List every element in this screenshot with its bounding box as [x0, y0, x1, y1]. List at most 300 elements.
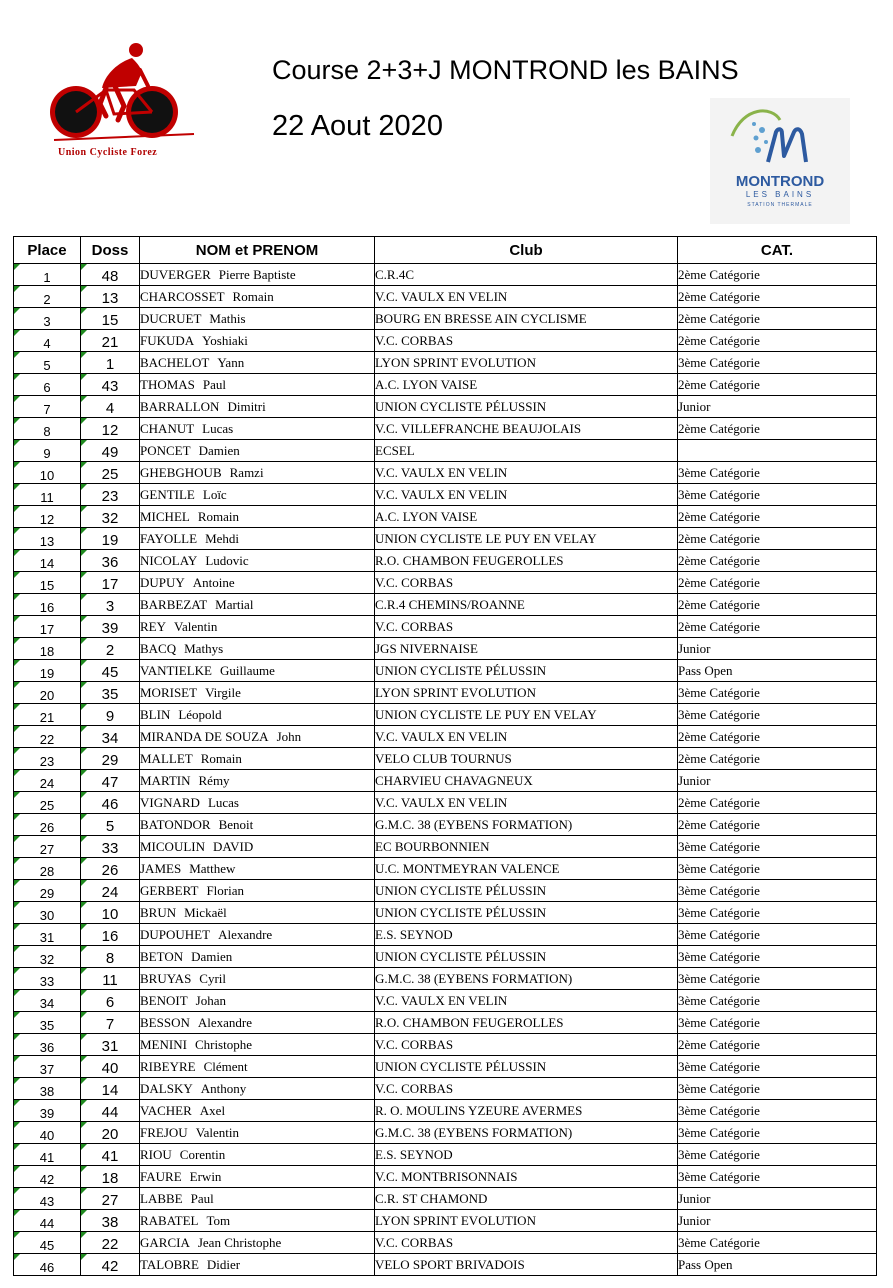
category-cell: 2ème Catégorie: [678, 594, 877, 616]
bib-number-cell: 40: [81, 1056, 140, 1078]
rider-name-cell: [140, 924, 375, 946]
table-row: [14, 396, 877, 418]
results-table: [13, 236, 877, 1276]
category-cell: 3ème Catégorie: [678, 1056, 877, 1078]
place-cell: 13: [14, 528, 81, 550]
place-cell: 11: [14, 484, 81, 506]
rider-first-name: Benoit: [218, 816, 254, 832]
bib-number-cell: 41: [81, 1144, 140, 1166]
place-cell: 6: [14, 374, 81, 396]
rider-first-name: Jean Christophe: [197, 1234, 282, 1250]
table-row: [14, 1166, 877, 1188]
rider-name-cell: [140, 682, 375, 704]
rider-name-cell: [140, 814, 375, 836]
header-name: NOM et PRENOM: [140, 237, 375, 264]
race-title: Course 2+3+J MONTROND les BAINS: [272, 55, 739, 85]
table-row: [14, 924, 877, 946]
rider-name-cell: [140, 968, 375, 990]
rider-name-cell: [140, 770, 375, 792]
cyclist-logo-graphic: [44, 40, 204, 150]
club-cell: V.C. MONTBRISONNAIS: [375, 1166, 678, 1188]
rider-first-name: Dimitri: [227, 398, 266, 414]
category-cell: 3ème Catégorie: [678, 858, 877, 880]
club-cell: CHARVIEU CHAVAGNEUX: [375, 770, 678, 792]
table-row: [14, 418, 877, 440]
rider-last-name: PONCET: [140, 442, 191, 458]
bib-number-cell: 7: [81, 1012, 140, 1034]
rider-last-name: BARRALLON: [140, 398, 220, 414]
rider-last-name: MICHEL: [140, 508, 190, 524]
category-cell: 3ème Catégorie: [678, 682, 877, 704]
rider-first-name: Paul: [202, 376, 227, 392]
table-row: [14, 572, 877, 594]
category-cell: 2ème Catégorie: [678, 264, 877, 286]
bib-number-cell: 16: [81, 924, 140, 946]
rider-last-name: BESSON: [140, 1014, 190, 1030]
place-cell: 32: [14, 946, 81, 968]
rider-first-name: Romain: [197, 508, 240, 524]
rider-name-cell: [140, 374, 375, 396]
rider-last-name: FAYOLLE: [140, 530, 198, 546]
rider-first-name: Romain: [200, 750, 242, 766]
bib-number-cell: 14: [81, 1078, 140, 1100]
rider-name-cell: [140, 506, 375, 528]
bib-number-cell: 18: [81, 1166, 140, 1188]
rider-name-cell: [140, 990, 375, 1012]
table-row: [14, 462, 877, 484]
category-cell: 3ème Catégorie: [678, 836, 877, 858]
table-row: [14, 946, 877, 968]
rider-name-cell: [140, 594, 375, 616]
place-cell: 21: [14, 704, 81, 726]
rider-last-name: FUKUDA: [140, 332, 195, 348]
rider-last-name: GHEBGHOUB: [140, 464, 222, 480]
club-cell: BOURG EN BRESSE AIN CYCLISME: [375, 308, 678, 330]
place-cell: 7: [14, 396, 81, 418]
rider-name-cell: [140, 1100, 375, 1122]
rider-first-name: Cyril: [199, 970, 227, 986]
bib-number-cell: 32: [81, 506, 140, 528]
club-cell: UNION CYCLISTE PÉLUSSIN: [375, 396, 678, 418]
category-cell: Junior: [678, 1210, 877, 1232]
club-logo-text: Union Cycliste Forez: [58, 147, 158, 158]
rider-last-name: MARTIN: [140, 772, 191, 788]
place-cell: 9: [14, 440, 81, 462]
rider-name-cell: [140, 462, 375, 484]
club-cell: UNION CYCLISTE PÉLUSSIN: [375, 1056, 678, 1078]
rider-first-name: Virgile: [205, 684, 241, 700]
club-cell: V.C. VAULX EN VELIN: [375, 484, 678, 506]
club-cell: V.C. VAULX EN VELIN: [375, 792, 678, 814]
category-cell: 2ème Catégorie: [678, 506, 877, 528]
rider-name-cell: [140, 418, 375, 440]
club-cell: V.C. VILLEFRANCHE BEAUJOLAIS: [375, 418, 678, 440]
rider-name-cell: [140, 858, 375, 880]
club-cell: JGS NIVERNAISE: [375, 638, 678, 660]
rider-name-cell: [140, 1078, 375, 1100]
club-cell: R.O. CHAMBON FEUGEROLLES: [375, 1012, 678, 1034]
place-cell: 3: [14, 308, 81, 330]
club-cell: V.C. VAULX EN VELIN: [375, 286, 678, 308]
rider-first-name: Rémy: [198, 772, 230, 788]
category-cell: 3ème Catégorie: [678, 1166, 877, 1188]
table-row: [14, 1056, 877, 1078]
club-cell: A.C. LYON VAISE: [375, 374, 678, 396]
table-row: [14, 1254, 877, 1276]
bib-number-cell: 36: [81, 550, 140, 572]
category-cell: Junior: [678, 396, 877, 418]
rider-last-name: DUPUY: [140, 574, 185, 590]
place-cell: 38: [14, 1078, 81, 1100]
club-cell: U.C. MONTMEYRAN VALENCE: [375, 858, 678, 880]
rider-last-name: LABBE: [140, 1190, 183, 1206]
rider-name-cell: [140, 308, 375, 330]
table-row: [14, 506, 877, 528]
rider-last-name: BACHELOT: [140, 354, 210, 370]
town-logo-name: MONTROND: [735, 173, 825, 190]
category-cell: 2ème Catégorie: [678, 528, 877, 550]
place-cell: 42: [14, 1166, 81, 1188]
rider-name-cell: [140, 352, 375, 374]
rider-last-name: GERBERT: [140, 882, 199, 898]
place-cell: 16: [14, 594, 81, 616]
place-cell: 36: [14, 1034, 81, 1056]
bib-number-cell: 45: [81, 660, 140, 682]
bib-number-cell: 39: [81, 616, 140, 638]
bib-number-cell: 19: [81, 528, 140, 550]
rider-last-name: NICOLAY: [140, 552, 198, 568]
place-cell: 29: [14, 880, 81, 902]
bib-number-cell: 48: [81, 264, 140, 286]
category-cell: 3ème Catégorie: [678, 1232, 877, 1254]
category-cell: 2ème Catégorie: [678, 418, 877, 440]
rider-name-cell: [140, 1056, 375, 1078]
rider-first-name: Alexandre: [218, 926, 273, 942]
rider-name-cell: [140, 1166, 375, 1188]
bib-number-cell: 8: [81, 946, 140, 968]
place-cell: 10: [14, 462, 81, 484]
rider-last-name: RIBEYRE: [140, 1058, 196, 1074]
club-cell: E.S. SEYNOD: [375, 924, 678, 946]
table-row: [14, 308, 877, 330]
club-cell: V.C. CORBAS: [375, 1232, 678, 1254]
bib-number-cell: 24: [81, 880, 140, 902]
place-cell: 45: [14, 1232, 81, 1254]
category-cell: 3ème Catégorie: [678, 880, 877, 902]
rider-first-name: Pierre Baptiste: [218, 266, 296, 282]
rider-last-name: CHARCOSSET: [140, 288, 225, 304]
place-cell: 20: [14, 682, 81, 704]
category-cell: 3ème Catégorie: [678, 352, 877, 374]
bib-number-cell: 1: [81, 352, 140, 374]
rider-first-name: Loïc: [202, 486, 227, 502]
club-cell: G.M.C. 38 (EYBENS FORMATION): [375, 814, 678, 836]
category-cell: 2ème Catégorie: [678, 572, 877, 594]
rider-last-name: VIGNARD: [140, 794, 200, 810]
place-cell: 40: [14, 1122, 81, 1144]
table-row: [14, 880, 877, 902]
rider-first-name: John: [276, 728, 302, 744]
category-cell: 2ème Catégorie: [678, 792, 877, 814]
rider-last-name: BACQ: [140, 640, 177, 656]
rider-name-cell: [140, 748, 375, 770]
bib-number-cell: 12: [81, 418, 140, 440]
rider-last-name: DUPOUHET: [140, 926, 211, 942]
table-row: [14, 1122, 877, 1144]
rider-name-cell: [140, 1210, 375, 1232]
rider-first-name: Yoshiaki: [202, 332, 248, 348]
rider-last-name: BRUN: [140, 904, 177, 920]
place-cell: 2: [14, 286, 81, 308]
bib-number-cell: 49: [81, 440, 140, 462]
category-cell: 3ème Catégorie: [678, 1078, 877, 1100]
club-cell: V.C. VAULX EN VELIN: [375, 726, 678, 748]
table-row: [14, 770, 877, 792]
category-cell: 2ème Catégorie: [678, 616, 877, 638]
table-row: [14, 330, 877, 352]
montrond-les-bains-logo: [710, 98, 850, 224]
place-cell: 39: [14, 1100, 81, 1122]
rider-first-name: Damien: [198, 442, 240, 458]
category-cell: 3ème Catégorie: [678, 1100, 877, 1122]
category-cell: 3ème Catégorie: [678, 1012, 877, 1034]
rider-first-name: Christophe: [194, 1036, 252, 1052]
club-cell: V.C. VAULX EN VELIN: [375, 462, 678, 484]
place-cell: 37: [14, 1056, 81, 1078]
category-cell: Junior: [678, 1188, 877, 1210]
category-cell: 3ème Catégorie: [678, 924, 877, 946]
rider-last-name: MENINI: [140, 1036, 187, 1052]
rider-last-name: GARCIA: [140, 1234, 190, 1250]
place-cell: 15: [14, 572, 81, 594]
rider-last-name: MORISET: [140, 684, 198, 700]
table-row: [14, 638, 877, 660]
place-cell: 18: [14, 638, 81, 660]
rider-name-cell: [140, 946, 375, 968]
rider-last-name: BLIN: [140, 706, 171, 722]
bib-number-cell: 23: [81, 484, 140, 506]
club-cell: E.S. SEYNOD: [375, 1144, 678, 1166]
category-cell: 2ème Catégorie: [678, 748, 877, 770]
category-cell: 3ème Catégorie: [678, 1144, 877, 1166]
rider-last-name: BRUYAS: [140, 970, 192, 986]
rider-name-cell: [140, 484, 375, 506]
rider-name-cell: [140, 1034, 375, 1056]
club-cell: UNION CYCLISTE PÉLUSSIN: [375, 660, 678, 682]
bib-number-cell: 21: [81, 330, 140, 352]
rider-first-name: Paul: [190, 1190, 214, 1206]
club-cell: V.C. CORBAS: [375, 330, 678, 352]
category-cell: 2ème Catégorie: [678, 374, 877, 396]
bib-number-cell: 27: [81, 1188, 140, 1210]
table-row: [14, 1144, 877, 1166]
table-row: [14, 660, 877, 682]
rider-name-cell: [140, 902, 375, 924]
place-cell: 26: [14, 814, 81, 836]
rider-last-name: BATONDOR: [140, 816, 211, 832]
club-cell: G.M.C. 38 (EYBENS FORMATION): [375, 1122, 678, 1144]
rider-last-name: MICOULIN: [140, 838, 205, 854]
table-row: [14, 1232, 877, 1254]
rider-name-cell: [140, 616, 375, 638]
club-cell: R.O. CHAMBON FEUGEROLLES: [375, 550, 678, 572]
bib-number-cell: 11: [81, 968, 140, 990]
category-cell: 2ème Catégorie: [678, 550, 877, 572]
club-cell: C.R.4 CHEMINS/ROANNE: [375, 594, 678, 616]
rider-last-name: BETON: [140, 948, 184, 964]
race-date: 22 Aout 2020: [272, 110, 443, 142]
club-cell: UNION CYCLISTE LE PUY EN VELAY: [375, 704, 678, 726]
rider-first-name: Damien: [191, 948, 233, 964]
rider-name-cell: [140, 528, 375, 550]
club-cell: UNION CYCLISTE PÉLUSSIN: [375, 902, 678, 924]
table-row: [14, 374, 877, 396]
bib-number-cell: 17: [81, 572, 140, 594]
place-cell: 12: [14, 506, 81, 528]
place-cell: 46: [14, 1254, 81, 1276]
rider-first-name: Florian: [206, 882, 245, 898]
union-cycliste-forez-logo: [44, 40, 204, 170]
rider-last-name: VACHER: [140, 1102, 192, 1118]
bib-number-cell: 2: [81, 638, 140, 660]
category-cell: [678, 440, 877, 462]
place-cell: 31: [14, 924, 81, 946]
rider-last-name: RIOU: [140, 1146, 172, 1162]
rider-first-name: Erwin: [189, 1168, 222, 1184]
rider-last-name: BARBEZAT: [140, 596, 208, 612]
category-cell: 3ème Catégorie: [678, 902, 877, 924]
club-cell: LYON SPRINT EVOLUTION: [375, 352, 678, 374]
town-logo-tag: STATION THERMALE: [747, 202, 813, 208]
rider-last-name: DUCRUET: [140, 310, 202, 326]
club-cell: V.C. VAULX EN VELIN: [375, 990, 678, 1012]
header-place: Place: [14, 237, 81, 264]
rider-last-name: REY: [140, 618, 166, 634]
bib-number-cell: 26: [81, 858, 140, 880]
table-row: [14, 968, 877, 990]
rider-last-name: JAMES: [140, 860, 182, 876]
rider-name-cell: [140, 836, 375, 858]
rider-first-name: Mehdi: [205, 530, 240, 546]
place-cell: 27: [14, 836, 81, 858]
rider-first-name: Lucas: [202, 420, 234, 436]
header-category: CAT.: [678, 237, 877, 264]
rider-name-cell: [140, 264, 375, 286]
rider-first-name: Romain: [232, 288, 274, 304]
table-row: [14, 1100, 877, 1122]
category-cell: 3ème Catégorie: [678, 1122, 877, 1144]
club-cell: UNION CYCLISTE PÉLUSSIN: [375, 880, 678, 902]
rider-name-cell: [140, 1012, 375, 1034]
bib-number-cell: 5: [81, 814, 140, 836]
table-row: [14, 1012, 877, 1034]
rider-first-name: Didier: [206, 1256, 241, 1272]
club-cell: UNION CYCLISTE PÉLUSSIN: [375, 946, 678, 968]
bib-number-cell: 3: [81, 594, 140, 616]
rider-first-name: Mickaël: [184, 904, 227, 920]
rider-last-name: DALSKY: [140, 1080, 193, 1096]
rider-first-name: Guillaume: [219, 662, 275, 678]
rider-first-name: Tom: [206, 1212, 231, 1228]
table-row: [14, 550, 877, 572]
place-cell: 43: [14, 1188, 81, 1210]
rider-last-name: MALLET: [140, 750, 193, 766]
rider-last-name: RABATEL: [140, 1212, 199, 1228]
rider-name-cell: [140, 1232, 375, 1254]
rider-first-name: Ludovic: [205, 552, 249, 568]
place-cell: 34: [14, 990, 81, 1012]
table-row: [14, 484, 877, 506]
rider-name-cell: [140, 792, 375, 814]
club-cell: R. O. MOULINS YZEURE AVERMES: [375, 1100, 678, 1122]
place-cell: 19: [14, 660, 81, 682]
rider-name-cell: [140, 286, 375, 308]
rider-name-cell: [140, 1144, 375, 1166]
table-row: [14, 704, 877, 726]
header-club: Club: [375, 237, 678, 264]
rider-last-name: BENOIT: [140, 992, 188, 1008]
bib-number-cell: 29: [81, 748, 140, 770]
rider-last-name: MIRANDA DE SOUZA: [140, 728, 269, 744]
table-row: [14, 726, 877, 748]
table-row: [14, 902, 877, 924]
category-cell: 3ème Catégorie: [678, 946, 877, 968]
bib-number-cell: 46: [81, 792, 140, 814]
category-cell: 3ème Catégorie: [678, 462, 877, 484]
place-cell: 14: [14, 550, 81, 572]
category-cell: 3ème Catégorie: [678, 484, 877, 506]
club-cell: UNION CYCLISTE LE PUY EN VELAY: [375, 528, 678, 550]
rider-name-cell: [140, 704, 375, 726]
rider-first-name: Matthew: [189, 860, 236, 876]
bib-number-cell: 47: [81, 770, 140, 792]
club-cell: VELO CLUB TOURNUS: [375, 748, 678, 770]
table-row: [14, 594, 877, 616]
rider-name-cell: [140, 330, 375, 352]
bib-number-cell: 31: [81, 1034, 140, 1056]
table-row: [14, 748, 877, 770]
town-logo-sub: LES BAINS: [745, 190, 815, 199]
table-header-row: [14, 237, 877, 264]
table-row: [14, 616, 877, 638]
category-cell: 3ème Catégorie: [678, 968, 877, 990]
rider-first-name: Ramzi: [229, 464, 264, 480]
table-row: [14, 1210, 877, 1232]
place-cell: 28: [14, 858, 81, 880]
table-row: [14, 528, 877, 550]
category-cell: 3ème Catégorie: [678, 990, 877, 1012]
rider-name-cell: [140, 726, 375, 748]
bib-number-cell: 15: [81, 308, 140, 330]
rider-name-cell: [140, 880, 375, 902]
club-cell: V.C. CORBAS: [375, 572, 678, 594]
rider-name-cell: [140, 1188, 375, 1210]
place-cell: 5: [14, 352, 81, 374]
category-cell: 2ème Catégorie: [678, 330, 877, 352]
table-row: [14, 1034, 877, 1056]
table-row: [14, 440, 877, 462]
club-cell: C.R. ST CHAMOND: [375, 1188, 678, 1210]
club-cell: A.C. LYON VAISE: [375, 506, 678, 528]
club-cell: V.C. CORBAS: [375, 1078, 678, 1100]
category-cell: Junior: [678, 770, 877, 792]
rider-first-name: Alexandre: [197, 1014, 252, 1030]
bib-number-cell: 42: [81, 1254, 140, 1276]
table-row: [14, 682, 877, 704]
bib-number-cell: 35: [81, 682, 140, 704]
category-cell: 2ème Catégorie: [678, 308, 877, 330]
club-cell: EC BOURBONNIEN: [375, 836, 678, 858]
